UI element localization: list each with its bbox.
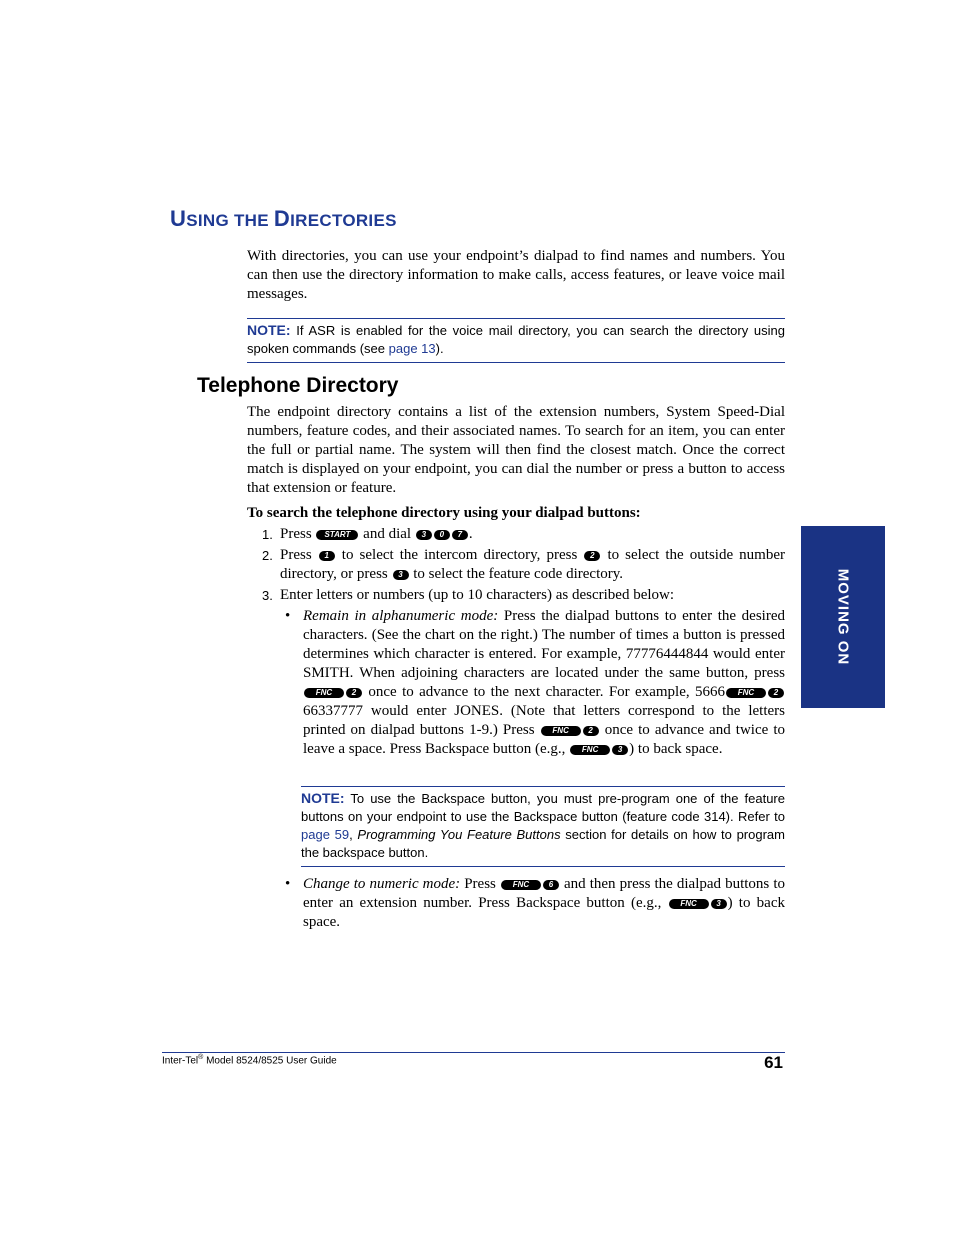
step-text: to select the outside number directory, or press — [280, 547, 785, 582]
step-1 — [262, 525, 785, 545]
note-backspace — [301, 786, 785, 867]
bullet-text: ) to back space. — [629, 741, 723, 757]
note-italic-title: Programming You Feature Buttons — [357, 827, 561, 842]
heading-smallcaps-1: SING THE — [186, 211, 274, 230]
step-number: 3. — [262, 588, 273, 603]
fnc-key-icon: FNC — [726, 688, 766, 698]
note-label: NOTE: — [301, 790, 345, 806]
heading-cap-u: U — [170, 206, 187, 231]
key-2-icon: 2 — [768, 688, 784, 698]
key-3-icon: 3 — [612, 745, 628, 755]
note-asr — [247, 318, 785, 363]
step-body — [280, 525, 785, 544]
footer-divider — [162, 1052, 785, 1053]
key-6-icon: 6 — [543, 880, 559, 890]
chapter-tab-label: MOVING ON — [834, 568, 852, 666]
step-text: and dial — [359, 526, 415, 542]
bullet-dot: • — [285, 876, 291, 892]
note-text: , — [349, 827, 358, 842]
step-text: to select the intercom directory, press — [335, 547, 584, 563]
mode-label: Change to numeric mode: — [303, 876, 461, 892]
fnc-key-icon: FNC — [541, 726, 581, 736]
key-0-icon: 0 — [434, 530, 450, 540]
bullet-text: Press — [460, 876, 500, 892]
footer-brand: Inter-Tel — [162, 1055, 199, 1067]
key-1-icon: 1 — [319, 551, 335, 561]
fnc-key-icon: FNC — [669, 899, 709, 909]
note-text: If ASR is enabled for the voice mail directory, you can search the directory using spoken commands (see — [247, 323, 785, 356]
step-text: to select the feature code directory. — [409, 566, 624, 582]
bullet-text: once to advance to the next character. For example, 5666 — [363, 684, 725, 700]
key-2-icon: 2 — [346, 688, 362, 698]
key-3-icon: 3 — [416, 530, 432, 540]
procedure-title: To search the telephone directory using your dialpad buttons: — [247, 505, 641, 521]
fnc-key-icon: FNC — [501, 880, 541, 890]
page-13-link[interactable]: page 13 — [388, 341, 436, 356]
step-3 — [262, 586, 785, 606]
bullet-body — [303, 875, 785, 932]
telephone-directory-paragraph: The endpoint directory contains a list of the extension numbers, System Speed-Dial numbers, feature codes, and their associated names. To search for an item, you can enter the full or partial name. The system will then find the closest match. Once the correct match is displayed on your endpoint, you can dial the number or press a button to access that extension or feature. — [247, 404, 785, 496]
note-label: NOTE: — [247, 322, 291, 338]
chapter-side-tab — [801, 526, 885, 708]
page-number: 61 — [764, 1053, 783, 1072]
bullet-text: ) to back space. — [303, 895, 785, 930]
heading-smallcaps-2: IRECTORIES — [290, 211, 397, 230]
bullet-text: Press the dialpad buttons to enter the desired characters. (See the chart on the right.) The number of times a button is pressed determines which character is entered. For example, 77776444844 would enter SMITH. When adjoining characters are located under the same button, press — [303, 608, 785, 681]
bullet-text: 66337777 would enter JONES. (Note that letters correspond to the letters printed on dialpad buttons 1-9.) Press — [303, 703, 785, 738]
step-number: 1. — [262, 527, 273, 542]
step-text: Press — [280, 547, 318, 563]
intro-paragraph: With directories, you can use your endpoint’s dialpad to find names and numbers. You can then use the directory information to make calls, access features, or leave voice mail messages. — [247, 248, 785, 302]
mode-label: Remain in alphanumeric mode: — [303, 608, 499, 624]
footer-model: Model 8524/8525 User Guide — [203, 1055, 337, 1067]
note-text-end: section for details on how to program the backspace button. — [301, 827, 785, 860]
fnc-key-icon: FNC — [570, 745, 610, 755]
key-2-icon: 2 — [583, 726, 599, 736]
key-3-icon: 3 — [393, 570, 409, 580]
step-text: . — [468, 526, 473, 542]
note-text-end: ). — [435, 341, 444, 356]
note-text: To use the Backspace button, you must pre-program one of the feature buttons on your endpoint to use the Backspace button (feature code 314). Refer to — [301, 791, 785, 824]
step-text: Press — [280, 526, 316, 542]
key-2-icon: 2 — [584, 551, 600, 561]
key-3-icon: 3 — [711, 899, 727, 909]
bullet-body — [303, 607, 785, 759]
step-number: 2. — [262, 548, 273, 563]
step-2 — [262, 546, 785, 582]
bullet-text: once to advance and twice to leave a space. Press Backspace button (e.g., — [303, 722, 785, 757]
fnc-key-icon: FNC — [304, 688, 344, 698]
section-heading — [170, 206, 397, 232]
bullet-text: and then press the dialpad buttons to enter an extension number. Press Backspace button (e.g., — [303, 876, 785, 911]
registered-mark: ® — [198, 1054, 204, 1061]
heading-cap-d: D — [273, 206, 291, 231]
step-body: Enter letters or numbers (up to 10 characters) as described below: — [280, 587, 675, 603]
telephone-directory-heading: Telephone Directory — [197, 374, 399, 397]
start-key-icon: START — [316, 530, 358, 540]
key-7-icon: 7 — [452, 530, 468, 540]
step-body — [280, 546, 785, 584]
bullet-dot: • — [285, 608, 291, 624]
footer-guide-title — [162, 1054, 337, 1066]
page-59-link[interactable]: page 59 — [301, 827, 350, 842]
